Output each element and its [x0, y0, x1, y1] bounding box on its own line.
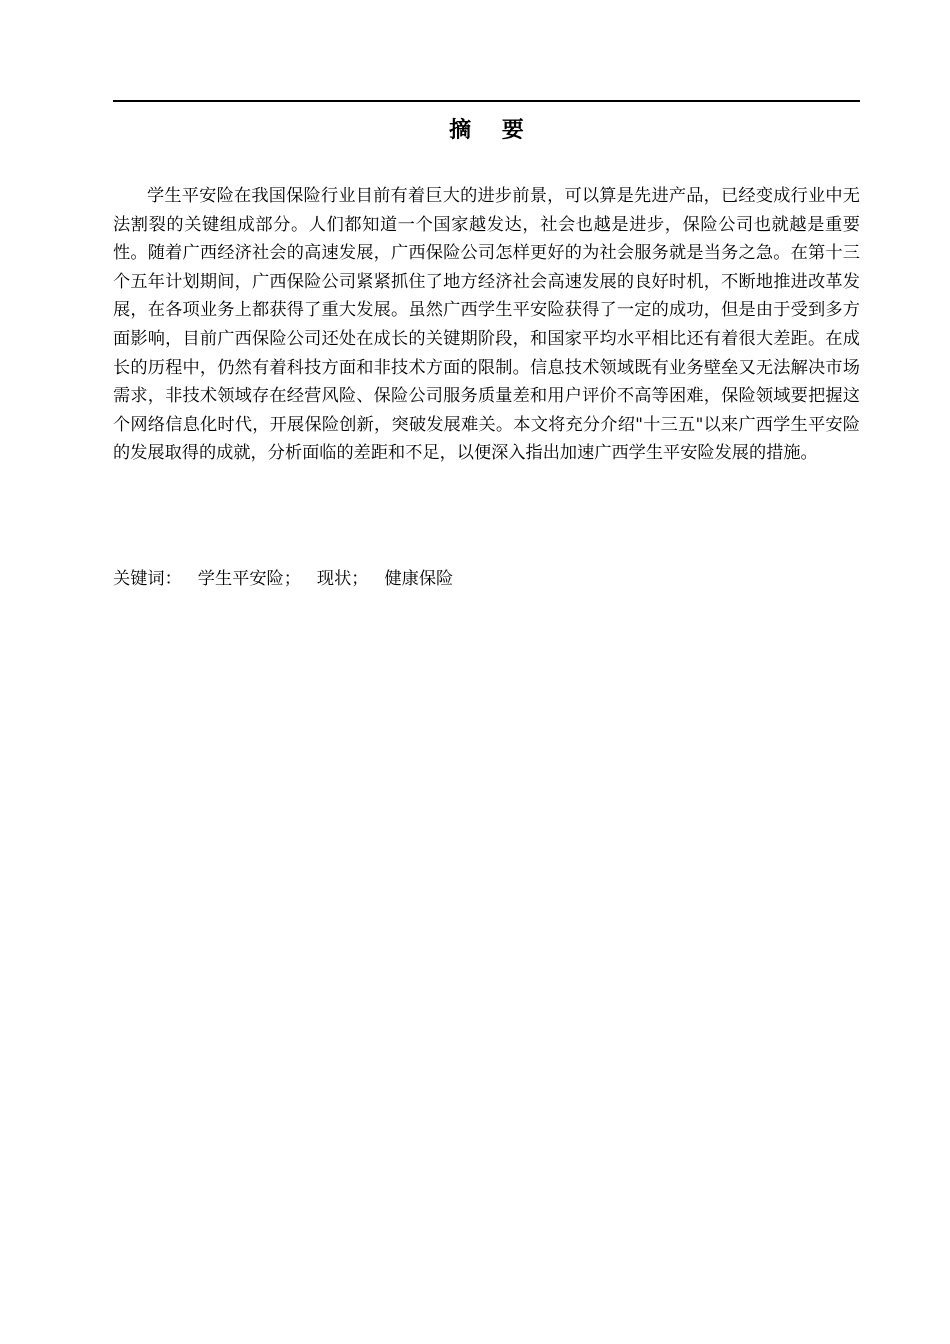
- abstract-body: 学生平安险在我国保险行业目前有着巨大的进步前景，可以算是先进产品，已经变成行业中无法割裂的关键组成部分。人们都知道一个国家越发达，社会也越是进步，保险公司也就越是重要性。随着广西经济社会的高速发展，广西保险公司怎样更好的为社会服务就是当务之急。在第十三个五年计划期间，广西保险公司紧紧抓住了地方经济社会高速发展的良好时机，不断地推进改革发展，在各项业务上都获得了重大发展。虽然广西学生平安险获得了一定的成功，但是由于受到多方面影响，目前广西保险公司还处在成长的关键期阶段，和国家平均水平相比还有着很大差距。在成长的历程中，仍然有着科技方面和非技术方面的限制。信息技术领域既有业务壁垒又无法解决市场需求，非技术领域存在经营风险、保险公司服务质量差和用户评价不高等困难，保险领域要把握这个网络信息化时代，开展保险创新，突破发展难关。本文将充分介绍"十三五"以来广西学生平安险的发展取得的成就，分析面临的差距和不足，以便深入指出加速广西学生平安险发展的措施。: [113, 186, 860, 464]
- abstract-title: 摘 要: [449, 118, 524, 143]
- keyword-item: 学生平安险；: [197, 569, 301, 589]
- keywords-line: [113, 565, 860, 593]
- header-rule: [113, 100, 860, 102]
- keyword-item: 现状；: [316, 569, 369, 589]
- keywords-label: 关键词：: [113, 569, 182, 589]
- keyword-item: 健康保险: [384, 569, 454, 589]
